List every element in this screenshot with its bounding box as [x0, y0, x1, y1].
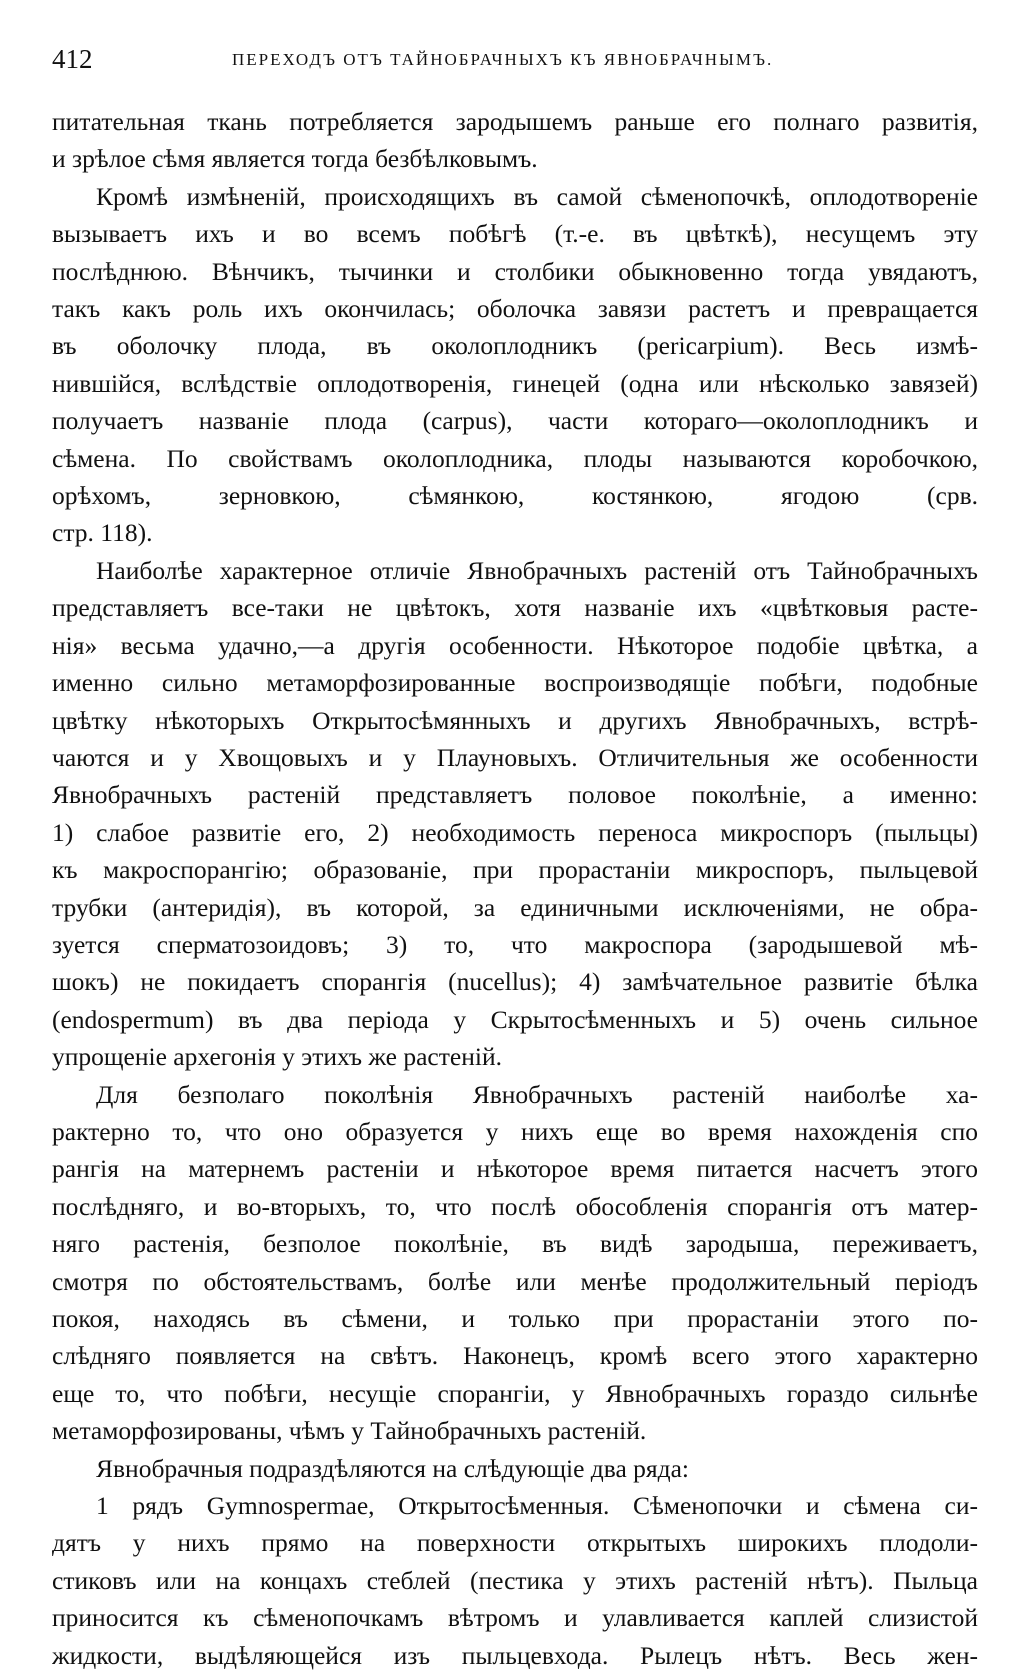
- text-line: чаются и у Хвощовыхъ и у Плауновыхъ. Отличительныя же особенности: [52, 742, 978, 772]
- text-line: такъ какъ роль ихъ окончилась; оболочка завязи растетъ и превращается: [52, 294, 978, 324]
- text-line: стр. 118).: [52, 518, 153, 548]
- text-line: 1 рядъ Gymnospermae, Открытосѣменныя. Сѣменопочки и сѣмена си-: [96, 1491, 978, 1521]
- text-line: жидкости, выдѣляющейся изъ пыльцевхода. Рылецъ нѣтъ. Весь жен-: [52, 1640, 978, 1670]
- text-line: получаетъ названіе плода (carpus), части котораго—околоплодникъ и: [52, 406, 978, 436]
- running-head: ПЕРЕХОДЪ ОТЪ ТАЙНОБРАЧНЫХЪ КЪ ЯВНОБРАЧНЫМЪ.: [232, 50, 774, 69]
- text-line: послѣднюю. Вѣнчикъ, тычинки и столбики обыкновенно тогда увядаютъ,: [52, 256, 978, 286]
- text-line: въ оболочку плода, въ околоплодникъ (pericarpium). Весь измѣ-: [52, 331, 978, 361]
- text-line: рангія на матернемъ растеніи и нѣкоторое время питается насчетъ этого: [52, 1154, 978, 1184]
- text-line: 1) слабое развитіе его, 2) необходимость переноса микроспоръ (пыльцы): [52, 817, 978, 847]
- text-line: Кромѣ измѣненій, происходящихъ въ самой сѣменопочкѣ, оплодотвореніе: [96, 181, 978, 211]
- text-line: стиковъ или на концахъ стеблей (пестика у этихъ растеній нѣтъ). Пыльца: [52, 1565, 978, 1595]
- text-line: и зрѣлое сѣмя является тогда безбѣлковымъ.: [52, 144, 538, 174]
- text-line: трубки (антеридія), въ которой, за единичными исключеніями, не обра-: [52, 892, 978, 922]
- text-line: послѣдняго, и во-вторыхъ, то, что послѣ обособленія спорангія отъ матер-: [52, 1191, 978, 1221]
- text-line: Явнобрачныя подраздѣляются на слѣдующіе два ряда:: [96, 1453, 689, 1483]
- text-line: Для безполаго поколѣнія Явнобрачныхъ растеній наиболѣе ха-: [96, 1079, 978, 1109]
- page-number: 412: [52, 44, 93, 74]
- text-line: именно сильно метаморфозированные воспроизводящіе побѣги, подобные: [52, 668, 978, 698]
- text-line: представляетъ все-таки не цвѣтокъ, хотя названіе ихъ «цвѣтковыя расте-: [52, 593, 978, 623]
- text-line: Наиболѣе характерное отличіе Явнобрачныхъ растеній отъ Тайнобрачныхъ: [96, 555, 978, 585]
- text-line: цвѣтку нѣкоторыхъ Открытосѣмянныхъ и другихъ Явнобрачныхъ, встрѣ-: [52, 705, 978, 735]
- text-line: приносится къ сѣменопочкамъ вѣтромъ и улавливается каплей слизистой: [52, 1603, 978, 1633]
- text-line: шокъ) не покидаетъ спорангія (nucellus); 4) замѣчательное развитіе бѣлка: [52, 967, 978, 997]
- text-line: сѣмена. По свойствамъ околоплодника, плоды называются коробочкою,: [52, 443, 978, 473]
- text-line: рактерно то, что оно образуется у нихъ еще во время нахожденія спо: [52, 1116, 978, 1146]
- text-line: нія» весьма удачно,—а другія особенности. Нѣкоторое подобіе цвѣтка, а: [52, 630, 978, 660]
- text-line: орѣхомъ, зерновкою, сѣмянкою, костянкою, ягодою (срв.: [52, 481, 978, 511]
- page-header: [52, 44, 982, 74]
- text-line: вызываетъ ихъ и во всемъ побѣгѣ (т.-е. въ цвѣткѣ), несущемъ эту: [52, 219, 978, 249]
- text-line: еще то, что побѣги, несущіе спорангіи, у Явнобрачныхъ гораздо сильнѣе: [52, 1378, 978, 1408]
- text-line: къ макроспорангію; образованіе, при прорастаніи микроспоръ, пыльцевой: [52, 855, 978, 885]
- text-line: (endospermum) въ два періода у Скрытосѣменныхъ и 5) очень сильное: [52, 1004, 978, 1034]
- text-line: метаморфозированы, чѣмъ у Тайнобрачныхъ растеній.: [52, 1416, 647, 1446]
- text-line: упрощеніе архегонія у этихъ же растеній.: [52, 1042, 502, 1072]
- text-line: питательная ткань потребляется зародышемъ раньше его полнаго развитія,: [52, 107, 978, 136]
- text-line: нившійся, вслѣдствіе оплодотворенія, гинецей (одна или нѣсколько завязей): [52, 368, 978, 398]
- text-line: слѣдняго появляется на свѣтъ. Наконецъ, кромѣ всего этого характерно: [52, 1341, 978, 1371]
- text-line: смотря по обстоятельствамъ, болѣе или менѣе продолжительный періодъ: [52, 1266, 978, 1296]
- body-text: [52, 103, 978, 1674]
- text-line: няго растенія, безполое поколѣніе, въ видѣ зародыша, переживаетъ,: [52, 1229, 978, 1259]
- text-line: покоя, находясь въ сѣмени, и только при прорастаніи этого по-: [52, 1304, 978, 1333]
- text-line: дятъ у нихъ прямо на поверхности открытыхъ широкихъ плодоли-: [52, 1528, 978, 1558]
- text-line: зуется сперматозоидовъ; 3) то, что макроспора (зародышевой мѣ-: [52, 929, 978, 959]
- text-line: Явнобрачныхъ растеній представляетъ половое поколѣніе, а именно:: [52, 780, 978, 810]
